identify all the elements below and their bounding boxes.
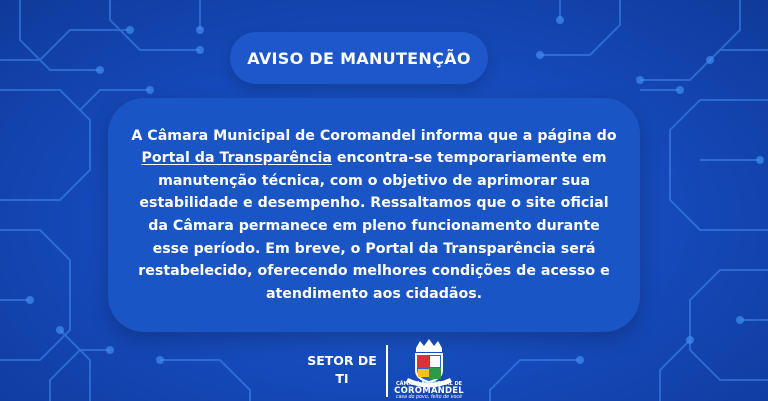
notice-card [108, 98, 640, 332]
title-banner [230, 32, 488, 84]
page-title: AVISO DE MANUTENÇÃO [247, 48, 471, 68]
footer-divider [386, 345, 388, 397]
logo-caption-slogan: casa do povo, feito de você [395, 395, 463, 400]
logo-caption-top: CÂMARA MUNICIPAL DE [395, 381, 463, 387]
transparency-portal-link[interactable]: Portal da Transparência [141, 150, 332, 167]
notice-text [130, 125, 618, 306]
notice-text-start: A Câmara Municipal de Coromandel informa que a página do [131, 127, 617, 144]
department-label: SETOR DE TI [307, 353, 377, 386]
notice-text-end: encontra-se temporariamente em manutenção técnica, com o objetivo de aprimorar sua estabilidade e desempenho. Ressaltamos que o site oficial da Câmara permanece em pleno funcionamento durante esse período. Em breve, o Portal da Transparência será restabelecido, oferecendo melhores condições de acesso e atendimento aos cidadãos. [138, 150, 610, 302]
logo-caption-name: COROMANDEL [394, 386, 464, 396]
